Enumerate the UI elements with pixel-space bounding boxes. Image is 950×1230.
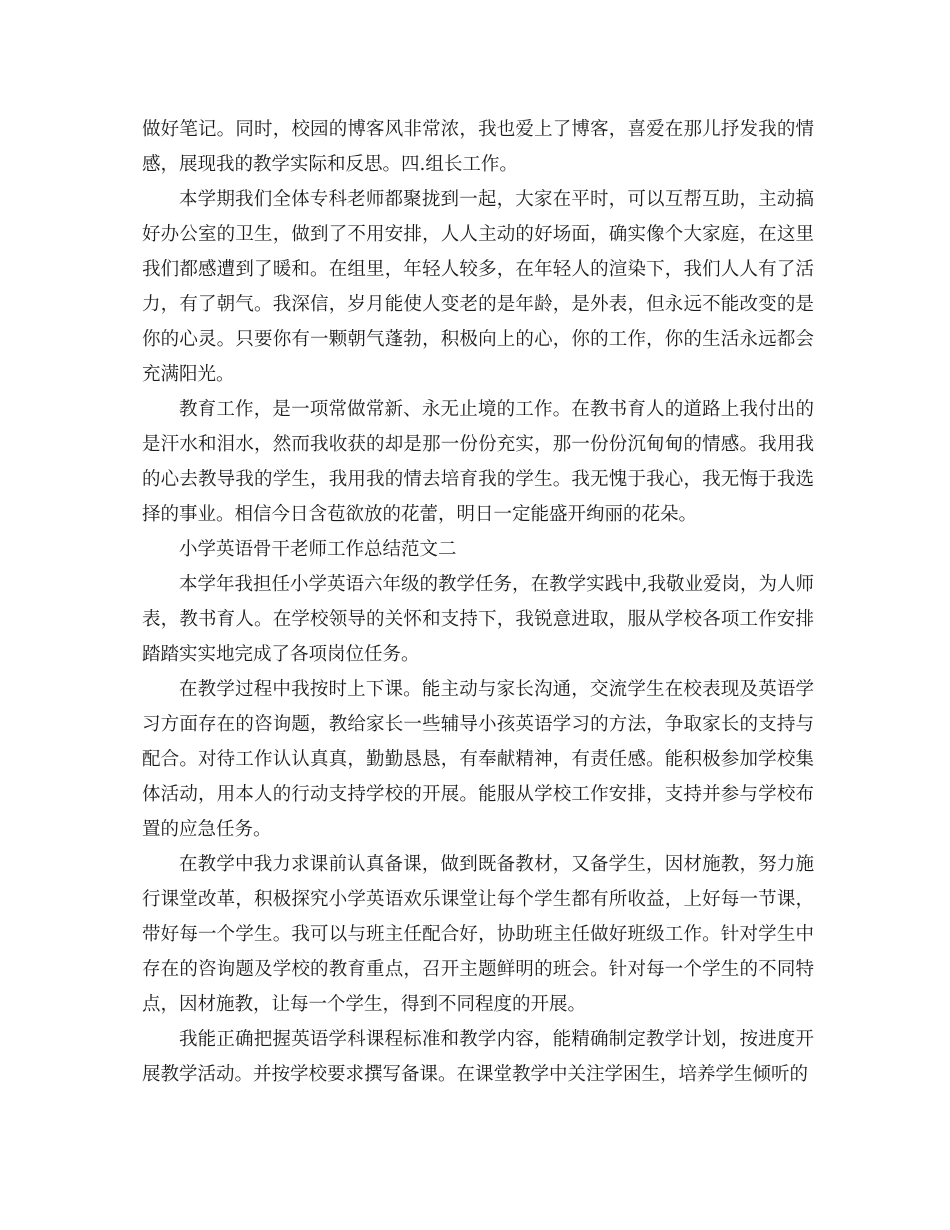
section-paragraph-2: 在教学过程中我按时上下课。能主动与家长沟通，交流学生在校表现及英语学习方面存在的咨询题，教给家长一些辅导小孩英语学习的方法，争取家长的支持与配合。对待工作认认真真，勤勤恳恳，有奉献精神，有责任感。能积极参加学校集体活动，用本人的行动支持学校的开展。能服从学校工作安排，支持并参与学校布置的应急任务。 xyxy=(142,679,814,840)
paragraph-2: 本学期我们全体专科老师都聚拢到一起，大家在平时，可以互帮互助，主动搞好办公室的卫生，做到了不用安排，人人主动的好场面，确实像个大家庭，在这里我们都感遭到了暖和。在组里，年轻人较多，在年轻人的渲染下，我们人人有了活力，有了朝气。我深信，岁月能使人变老的是年龄，是外表，但永远不能改变的是你的心灵。只要你有一颗朝气蓬勃，积极向上的心，你的工作，你的生活永远都会充满阳光。 xyxy=(142,189,814,385)
section-paragraph-3: 在教学中我力求课前认真备课，做到既备教材，又备学生，因材施教，努力施行课堂改革，积极探究小学英语欢乐课堂让每个学生都有所收益，上好每一节课，带好每一个学生。我可以与班主任配合好，协助班主任做好班级工作。针对学生中存在的咨询题及学校的教育重点，召开主题鲜明的班会。针对每一个学生的不同特点，因材施教，让每一个学生，得到不同程度的开展。 xyxy=(142,854,814,1015)
paragraph-1: 做好笔记。同时，校园的博客风非常浓，我也爱上了博客，喜爱在那儿抒发我的情感，展现我的教学实际和反思。四.组长工作。 xyxy=(142,119,814,175)
paragraph-3: 教育工作，是一项常做常新、永无止境的工作。在教书育人的道路上我付出的是汗水和泪水，然而我收获的却是那一份份充实，那一份份沉甸甸的情感。我用我的心去教导我的学生，我用我的情去培育我的学生。我无愧于我心，我无悔于我选择的事业。相信今日含苞欲放的花蕾，明日一定能盛开绚丽的花朵。 xyxy=(142,399,814,525)
section-paragraph-1: 本学年我担任小学英语六年级的教学任务，在教学实践中,我敬业爱岗，为人师表，教书育人。在学校领导的关怀和支持下，我锐意进取，服从学校各项工作安排踏踏实实地完成了各项岗位任务。 xyxy=(142,574,814,665)
section-heading: 小学英语骨干老师工作总结范文二 xyxy=(179,539,457,560)
section-paragraph-4: 我能正确把握英语学科课程标准和教学内容，能精确制定教学计划，按进度开展教学活动。并按学校要求撰写备课。在课堂教学中关注学困生，培养学生倾听的 xyxy=(142,1029,814,1085)
document-body xyxy=(142,112,814,1092)
